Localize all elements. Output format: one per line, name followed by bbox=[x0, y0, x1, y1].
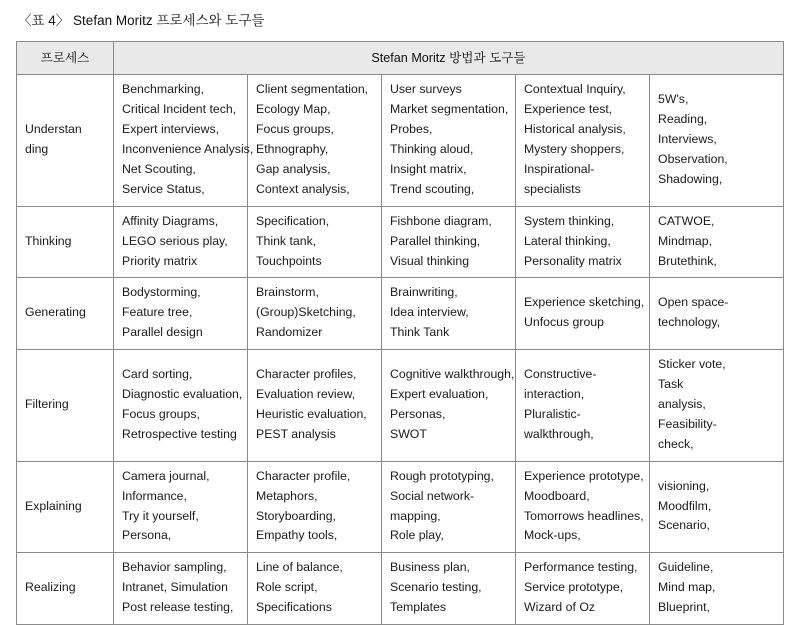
table-cell bbox=[650, 350, 784, 462]
row-label-thinking bbox=[17, 206, 114, 278]
cell-line: Trend scouting, bbox=[390, 181, 475, 196]
cell-line: Moodfilm, bbox=[658, 498, 712, 513]
cell-line: System thinking, bbox=[524, 213, 615, 228]
cell-line: Service Status, bbox=[122, 181, 205, 196]
cell-line: Specifications bbox=[256, 600, 332, 615]
cell-line: Pluralistic- bbox=[524, 406, 581, 421]
cell-line: Character profiles, bbox=[256, 367, 357, 382]
cell-line: Storyboarding, bbox=[256, 508, 336, 523]
table-cell bbox=[382, 278, 516, 350]
cell-line: Post release testing, bbox=[122, 600, 234, 615]
cell-line: Intranet, Simulation bbox=[122, 580, 228, 595]
table-header-row bbox=[17, 41, 784, 74]
cell-line: Net Scouting, bbox=[122, 161, 196, 176]
cell-line: specialists bbox=[524, 181, 581, 196]
cell-line: Evaluation review, bbox=[256, 387, 356, 402]
table-cell bbox=[248, 350, 382, 462]
table-cell bbox=[114, 278, 248, 350]
cell-line: Benchmarking, bbox=[122, 82, 205, 97]
cell-line: Parallel thinking, bbox=[390, 233, 481, 248]
cell-line: analysis, bbox=[658, 396, 706, 411]
cell-line: mapping, bbox=[390, 508, 441, 523]
table-cell bbox=[114, 75, 254, 206]
cell-line: Ecology Map, bbox=[256, 102, 331, 117]
cell-line: Try it yourself, bbox=[122, 508, 199, 523]
cell-line: Inconvenience Analysis, bbox=[122, 142, 254, 156]
table-cell bbox=[516, 75, 650, 206]
cell-line: SWOT bbox=[390, 426, 427, 441]
cell-line: PEST analysis bbox=[256, 426, 336, 441]
cell-line: Brutethink, bbox=[658, 253, 717, 268]
cell-line: Business plan, bbox=[390, 560, 470, 575]
table-cell bbox=[248, 553, 382, 625]
table-cell bbox=[382, 350, 516, 462]
cell-line: Informance, bbox=[122, 488, 187, 503]
cell-line: Mystery shoppers, bbox=[524, 142, 625, 156]
cell-line: Interviews, bbox=[658, 132, 717, 147]
cell-line: Fishbone diagram, bbox=[390, 213, 492, 228]
table-cell bbox=[114, 553, 248, 625]
table-row bbox=[17, 350, 784, 462]
table-row bbox=[17, 206, 784, 278]
row-label-filtering bbox=[17, 350, 114, 462]
table-cell bbox=[650, 75, 784, 206]
cell-line: visioning, bbox=[658, 478, 710, 493]
row-label-understan bbox=[17, 75, 114, 206]
table-cell bbox=[650, 206, 784, 278]
cell-line: Task bbox=[658, 377, 684, 392]
cell-line: Sticker vote, bbox=[658, 357, 726, 372]
cell-line: Critical Incident tech, bbox=[122, 102, 237, 117]
cell-line: Role script, bbox=[256, 580, 318, 595]
cell-line: Gap analysis, bbox=[256, 161, 331, 176]
table-cell bbox=[114, 461, 248, 553]
cell-line: Priority matrix bbox=[122, 253, 198, 268]
cell-line: Bodystorming, bbox=[122, 285, 201, 300]
cell-line: Expert interviews, bbox=[122, 122, 220, 137]
cell-line: Brainwriting, bbox=[390, 285, 458, 300]
table-cell bbox=[382, 75, 516, 206]
cell-line: 5W's, bbox=[658, 92, 689, 107]
cell-line: Social network- bbox=[390, 488, 475, 503]
table-cell bbox=[248, 278, 382, 350]
table-cell bbox=[516, 206, 650, 278]
cell-line: Think Tank bbox=[390, 325, 450, 340]
table-cell bbox=[248, 75, 382, 206]
cell-line: Experience prototype, bbox=[524, 468, 644, 483]
row-label-line: Explaining bbox=[25, 498, 82, 513]
cell-line: Touchpoints bbox=[256, 253, 322, 268]
row-label-explaining bbox=[17, 461, 114, 553]
cell-line: Persona, bbox=[122, 528, 172, 543]
row-label-line: Filtering bbox=[25, 396, 69, 411]
cell-line: Parallel design bbox=[122, 325, 203, 340]
cell-line: Inspirational- bbox=[524, 161, 595, 176]
table-row bbox=[17, 278, 784, 350]
cell-line: Empathy tools, bbox=[256, 528, 338, 543]
cell-line: technology, bbox=[658, 315, 720, 330]
cell-line: Idea interview, bbox=[390, 305, 469, 320]
table-row bbox=[17, 75, 784, 206]
row-label-line: Generating bbox=[25, 305, 86, 320]
cell-line: Experience test, bbox=[524, 102, 613, 117]
table-body bbox=[17, 75, 784, 625]
cell-line: Line of balance, bbox=[256, 560, 343, 575]
cell-line: Service prototype, bbox=[524, 580, 624, 595]
cell-line: Feasibility- bbox=[658, 416, 717, 431]
cell-line: Experience sketching, bbox=[524, 295, 645, 310]
cell-line: Feature tree, bbox=[122, 305, 193, 320]
cell-line: Scenario testing, bbox=[390, 580, 482, 595]
table-cell bbox=[382, 553, 516, 625]
table-row bbox=[17, 461, 784, 553]
cell-line: LEGO serious play, bbox=[122, 233, 228, 248]
table-cell bbox=[516, 350, 650, 462]
table-cell bbox=[650, 278, 784, 350]
cell-line: Randomizer bbox=[256, 325, 323, 340]
cell-line: walkthrough, bbox=[524, 426, 594, 441]
cell-line: Constructive- bbox=[524, 367, 597, 382]
cell-line: Camera journal, bbox=[122, 468, 210, 483]
cell-line: CATWOE, bbox=[658, 213, 715, 228]
table-cell bbox=[516, 278, 650, 350]
cell-line: Think tank, bbox=[256, 233, 317, 248]
table-cell bbox=[516, 461, 650, 553]
cell-line: Templates bbox=[390, 600, 447, 615]
table-cell bbox=[382, 461, 516, 553]
row-label-realizing bbox=[17, 553, 114, 625]
column-header-methods: Stefan Moritz 방법과 도구들 bbox=[114, 41, 784, 74]
cell-line: Context analysis, bbox=[256, 181, 350, 196]
cell-line: Probes, bbox=[390, 122, 433, 137]
row-label-line: ding bbox=[25, 142, 49, 156]
table-caption: 〈표 4〉 Stefan Moritz 프로세스와 도구들 bbox=[18, 13, 265, 28]
table-row bbox=[17, 553, 784, 625]
row-label-line: Thinking bbox=[25, 233, 72, 248]
cell-line: Heuristic evaluation, bbox=[256, 406, 367, 421]
process-tools-table bbox=[16, 41, 784, 625]
column-header-process: 프로세스 bbox=[17, 41, 114, 74]
cell-line: Specification, bbox=[256, 213, 330, 228]
cell-line: Personality matrix bbox=[524, 253, 622, 268]
cell-line: Shadowing, bbox=[658, 171, 723, 186]
table-cell bbox=[114, 350, 248, 462]
cell-line: Character profile, bbox=[256, 468, 351, 483]
cell-line: Brainstorm, bbox=[256, 285, 319, 300]
cell-line: Client segmentation, bbox=[256, 82, 369, 97]
cell-line: Open space- bbox=[658, 295, 729, 310]
cell-line: Guideline, bbox=[658, 560, 714, 575]
cell-line: User surveys bbox=[390, 82, 462, 97]
cell-line: interaction, bbox=[524, 387, 585, 402]
cell-line: Cognitive walkthrough, bbox=[390, 367, 515, 382]
cell-line: Affinity Diagrams, bbox=[122, 213, 219, 228]
row-label-generating bbox=[17, 278, 114, 350]
cell-line: Unfocus group bbox=[524, 315, 604, 330]
cell-line: Observation, bbox=[658, 151, 728, 166]
cell-line: Lateral thinking, bbox=[524, 233, 611, 248]
cell-line: Insight matrix, bbox=[390, 161, 467, 176]
row-label-line: Understan bbox=[25, 122, 82, 137]
cell-line: Diagnostic evaluation, bbox=[122, 387, 243, 402]
cell-line: check, bbox=[658, 436, 694, 451]
cell-line: Personas, bbox=[390, 406, 446, 421]
cell-line: Historical analysis, bbox=[524, 122, 626, 137]
cell-line: Contextual Inquiry, bbox=[524, 82, 626, 97]
table-cell bbox=[248, 461, 382, 553]
cell-line: Rough prototyping, bbox=[390, 468, 494, 483]
cell-line: Ethnography, bbox=[256, 142, 329, 156]
cell-line: Mock-ups, bbox=[524, 528, 581, 543]
cell-line: Tomorrows headlines, bbox=[524, 508, 644, 523]
cell-line: Focus groups, bbox=[256, 122, 334, 137]
cell-line: Mind map, bbox=[658, 580, 716, 595]
cell-line: Focus groups, bbox=[122, 406, 200, 421]
cell-line: Expert evaluation, bbox=[390, 387, 489, 402]
row-label-line: Realizing bbox=[25, 580, 76, 595]
cell-line: Metaphors, bbox=[256, 488, 318, 503]
cell-line: Wizard of Oz bbox=[524, 600, 596, 615]
cell-line: Performance testing, bbox=[524, 560, 638, 575]
cell-line: Behavior sampling, bbox=[122, 560, 227, 575]
cell-line: Reading, bbox=[658, 112, 708, 127]
cell-line: Scenario, bbox=[658, 518, 710, 533]
cell-line: (Group)Sketching, bbox=[256, 305, 356, 320]
cell-line: Moodboard, bbox=[524, 488, 590, 503]
cell-line: Retrospective testing bbox=[122, 426, 237, 441]
table-cell bbox=[248, 206, 382, 278]
table-cell bbox=[114, 206, 248, 278]
cell-line: Role play, bbox=[390, 528, 444, 543]
cell-line: Card sorting, bbox=[122, 367, 193, 382]
cell-line: Thinking aloud, bbox=[390, 142, 474, 156]
cell-line: Blueprint, bbox=[658, 600, 710, 615]
cell-line: Mindmap, bbox=[658, 233, 712, 248]
table-cell bbox=[650, 553, 784, 625]
cell-line: Visual thinking bbox=[390, 253, 470, 268]
cell-line: Market segmentation, bbox=[390, 102, 509, 117]
table-cell bbox=[382, 206, 516, 278]
table-cell bbox=[516, 553, 650, 625]
table-cell bbox=[650, 461, 784, 553]
table-header bbox=[17, 41, 784, 74]
